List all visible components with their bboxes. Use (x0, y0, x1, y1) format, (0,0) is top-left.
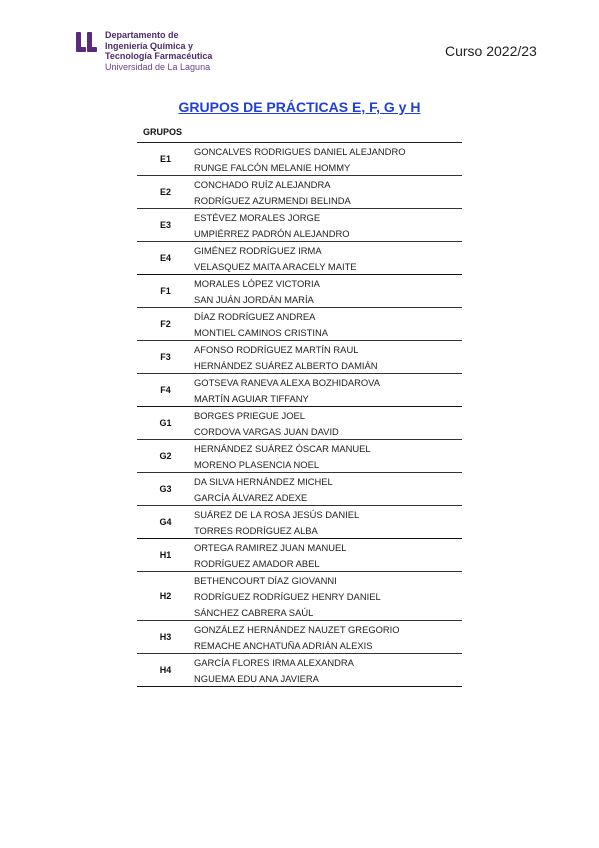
group-row-g1 (137, 407, 462, 440)
group-code: F3 (160, 352, 171, 362)
groups-column-header: GRUPOS (143, 127, 183, 137)
student-name: REMACHE ANCHATUÑA ADRIÁN ALEXIS (194, 640, 373, 651)
department-line-3: Tecnología Farmacéutica (105, 51, 213, 61)
department-line-1: Departamento de (105, 30, 179, 40)
student-name: BORGES PRIEGUE JOEL (194, 410, 305, 421)
group-members (194, 242, 462, 274)
group-row-g2 (137, 440, 462, 473)
student-name: UMPIÉRREZ PADRÓN ALEJANDRO (194, 228, 350, 239)
group-code: H2 (159, 591, 172, 601)
student-name: RUNGE FALCÓN MELANIE HOMMY (194, 162, 351, 173)
group-members (194, 308, 462, 340)
group-row-g3 (137, 473, 462, 506)
group-code: E4 (159, 253, 171, 263)
student-name: GARCÍA FLORES IRMA ALEXANDRA (194, 657, 354, 668)
group-code: E2 (159, 187, 171, 197)
student-name: MORENO PLASENCIA NOEL (194, 459, 320, 470)
group-code: G2 (159, 451, 172, 461)
group-row-e4 (137, 242, 462, 275)
groups-table (137, 142, 462, 687)
group-code: E1 (159, 154, 171, 164)
student-name: ORTEGA RAMIREZ JUAN MANUEL (194, 542, 347, 553)
student-name: SÁNCHEZ CABRERA SAÚL (194, 607, 314, 618)
group-members (194, 621, 462, 653)
group-members (194, 539, 462, 571)
student-name: GARCÍA ÁLVAREZ ADEXE (194, 492, 308, 503)
student-name: MORALES LÓPEZ VICTORIA (194, 278, 320, 289)
group-row-g4 (137, 506, 462, 539)
student-name: HERNÁNDEZ SUÁREZ ÓSCAR MANUEL (194, 443, 371, 454)
group-members (194, 341, 462, 373)
group-row-f2 (137, 308, 462, 341)
group-row-e1 (137, 143, 462, 176)
group-row-e3 (137, 209, 462, 242)
student-name: HERNÁNDEZ SUÁREZ ALBERTO DAMIÁN (194, 360, 378, 371)
group-members (194, 275, 462, 307)
student-name: TORRES RODRÍGUEZ ALBA (194, 525, 318, 536)
student-name: VELASQUEZ MAITA ARACELY MAITE (194, 261, 357, 272)
student-name: ESTÉVEZ MORALES JORGE (194, 212, 321, 223)
group-row-e2 (137, 176, 462, 209)
group-code: H3 (159, 632, 172, 642)
student-name: GIMÉNEZ RODRÍGUEZ IRMA (194, 245, 322, 256)
page-title: GRUPOS DE PRÁCTICAS E, F, G y H (178, 99, 421, 115)
student-name: CONCHADO RUÍZ ALEJANDRA (194, 179, 331, 190)
group-members (194, 440, 462, 472)
group-members (194, 506, 462, 538)
group-members (194, 407, 462, 439)
group-row-h2 (137, 572, 462, 621)
student-name: DÍAZ RODRÍGUEZ ANDREA (194, 311, 316, 322)
group-code: E3 (159, 220, 171, 230)
student-name: SUÁREZ DE LA ROSA JESÚS DANIEL (194, 509, 360, 520)
group-row-f4 (137, 374, 462, 407)
university-name: Universidad de La Laguna (105, 61, 211, 72)
student-name: NGUEMA EDU ANA JAVIERA (194, 673, 319, 684)
student-name: GOTSEVA RANEVA ALEXA BOZHIDAROVA (194, 377, 380, 388)
group-code: G3 (159, 484, 172, 494)
group-members (194, 209, 462, 241)
group-code: G4 (159, 517, 172, 527)
group-code: H1 (159, 550, 172, 560)
group-row-h1 (137, 539, 462, 572)
group-members (194, 374, 462, 406)
student-name: MARTÍN AGUIAR TIFFANY (194, 393, 309, 404)
student-name: BETHENCOURT DÍAZ GIOVANNI (194, 575, 337, 586)
group-row-h3 (137, 621, 462, 654)
student-name: GONCALVES RODRIGUES DANIEL ALEJANDRO (194, 146, 406, 157)
group-members (194, 572, 462, 620)
group-row-f3 (137, 341, 462, 374)
student-name: RODRÍGUEZ AZURMENDI BELINDA (194, 195, 351, 206)
student-name: GONZÁLEZ HERNÁNDEZ NAUZET GREGORIO (194, 624, 400, 635)
group-members (194, 143, 462, 175)
group-code: H4 (159, 665, 172, 675)
group-code: F4 (160, 385, 171, 395)
group-code: F1 (160, 286, 171, 296)
student-name: CORDOVA VARGAS JUAN DAVID (194, 426, 339, 437)
ull-logo-mark-icon (76, 32, 100, 54)
group-code: F2 (160, 319, 171, 329)
student-name: DA SILVA HERNÁNDEZ MICHEL (194, 476, 333, 487)
group-members (194, 654, 462, 686)
course-year: Curso 2022/23 (445, 43, 537, 59)
student-name: RODRÍGUEZ RODRÍGUEZ HENRY DANIEL (194, 591, 381, 602)
student-name: MONTIEL CAMINOS CRISTINA (194, 327, 329, 338)
department-name (105, 30, 212, 72)
department-line-2: Ingeniería Química y (105, 40, 194, 51)
group-members (194, 176, 462, 208)
group-members (194, 473, 462, 505)
student-name: AFONSO RODRÍGUEZ MARTÍN RAUL (194, 344, 359, 355)
group-code: G1 (159, 418, 172, 428)
group-row-h4 (137, 654, 462, 687)
university-logo (76, 30, 212, 72)
student-name: RODRÍGUEZ AMADOR ABEL (194, 558, 320, 569)
group-row-f1 (137, 275, 462, 308)
student-name: SAN JUÁN JORDÁN MARÍA (194, 294, 314, 305)
